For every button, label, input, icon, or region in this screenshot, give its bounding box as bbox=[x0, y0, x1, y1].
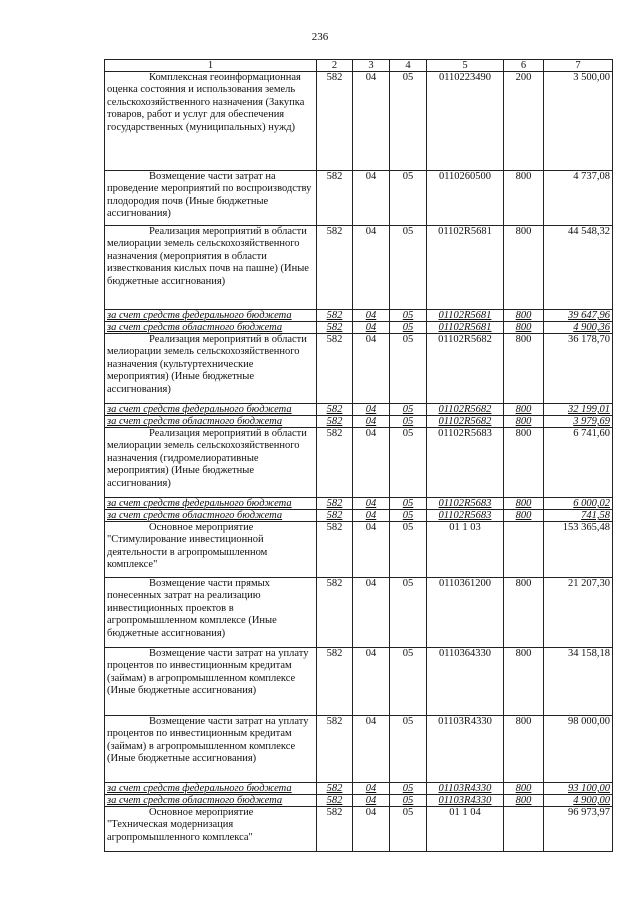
cell-section: 04 bbox=[353, 171, 390, 226]
cell-expense-type: 800 bbox=[504, 322, 544, 334]
cell-section: 04 bbox=[353, 498, 390, 510]
cell-expense-type: 800 bbox=[504, 783, 544, 795]
cell-amount: 6 000,02 bbox=[544, 498, 613, 510]
cell-ministry: 582 bbox=[317, 648, 353, 716]
cell-amount: 93 100,00 bbox=[544, 783, 613, 795]
column-header: 6 bbox=[504, 60, 544, 72]
cell-subsection: 05 bbox=[390, 648, 427, 716]
row-name: за счет средств федерального бюджета bbox=[105, 498, 317, 510]
cell-expense-type: 200 bbox=[504, 72, 544, 171]
cell-section: 04 bbox=[353, 522, 390, 578]
column-header: 3 bbox=[353, 60, 390, 72]
cell-ministry: 582 bbox=[317, 578, 353, 648]
cell-target-code: 01102R5683 bbox=[427, 510, 504, 522]
cell-expense-type: 800 bbox=[504, 416, 544, 428]
cell-expense-type: 800 bbox=[504, 498, 544, 510]
cell-amount: 3 979,69 bbox=[544, 416, 613, 428]
cell-ministry: 582 bbox=[317, 716, 353, 783]
cell-subsection: 05 bbox=[390, 226, 427, 310]
cell-subsection: 05 bbox=[390, 498, 427, 510]
table-row bbox=[105, 578, 613, 648]
cell-target-code: 01102R5683 bbox=[427, 498, 504, 510]
cell-expense-type: 800 bbox=[504, 795, 544, 807]
cell-ministry: 582 bbox=[317, 72, 353, 171]
cell-expense-type: 800 bbox=[504, 310, 544, 322]
cell-section: 04 bbox=[353, 334, 390, 404]
cell-amount: 4 900,36 bbox=[544, 322, 613, 334]
cell-amount: 39 647,96 bbox=[544, 310, 613, 322]
cell-target-code: 01103R4330 bbox=[427, 716, 504, 783]
cell-ministry: 582 bbox=[317, 807, 353, 852]
row-name: Возмещение части затрат на уплату процентов по инвестиционным кредитам (займам) в агропромышленном комплексе (Иные бюджетные ассигнования) bbox=[105, 648, 317, 716]
cell-section: 04 bbox=[353, 807, 390, 852]
column-header: 5 bbox=[427, 60, 504, 72]
cell-expense-type: 800 bbox=[504, 404, 544, 416]
cell-ministry: 582 bbox=[317, 334, 353, 404]
cell-subsection: 05 bbox=[390, 404, 427, 416]
cell-expense-type: 800 bbox=[504, 648, 544, 716]
column-header: 1 bbox=[105, 60, 317, 72]
cell-ministry: 582 bbox=[317, 404, 353, 416]
cell-expense-type bbox=[504, 807, 544, 852]
cell-section: 04 bbox=[353, 404, 390, 416]
cell-subsection: 05 bbox=[390, 72, 427, 171]
cell-subsection: 05 bbox=[390, 310, 427, 322]
column-header: 4 bbox=[390, 60, 427, 72]
cell-section: 04 bbox=[353, 72, 390, 171]
cell-amount: 6 741,60 bbox=[544, 428, 613, 498]
cell-ministry: 582 bbox=[317, 783, 353, 795]
cell-ministry: 582 bbox=[317, 416, 353, 428]
table-row bbox=[105, 226, 613, 310]
cell-subsection: 05 bbox=[390, 783, 427, 795]
table-row bbox=[105, 416, 613, 428]
table-row bbox=[105, 522, 613, 578]
cell-section: 04 bbox=[353, 510, 390, 522]
cell-section: 04 bbox=[353, 795, 390, 807]
cell-target-code: 01102R5681 bbox=[427, 310, 504, 322]
column-header: 7 bbox=[544, 60, 613, 72]
table-row bbox=[105, 648, 613, 716]
table-row bbox=[105, 72, 613, 171]
cell-ministry: 582 bbox=[317, 522, 353, 578]
cell-target-code: 0110364330 bbox=[427, 648, 504, 716]
cell-target-code: 01103R4330 bbox=[427, 783, 504, 795]
cell-target-code: 01102R5683 bbox=[427, 428, 504, 498]
cell-amount: 4 737,08 bbox=[544, 171, 613, 226]
cell-target-code: 01 1 03 bbox=[427, 522, 504, 578]
cell-target-code: 01102R5682 bbox=[427, 334, 504, 404]
cell-expense-type: 800 bbox=[504, 578, 544, 648]
cell-ministry: 582 bbox=[317, 171, 353, 226]
budget-table bbox=[104, 59, 613, 852]
row-name: за счет средств федерального бюджета bbox=[105, 310, 317, 322]
table-row bbox=[105, 310, 613, 322]
cell-section: 04 bbox=[353, 578, 390, 648]
table-row bbox=[105, 404, 613, 416]
cell-section: 04 bbox=[353, 428, 390, 498]
cell-section: 04 bbox=[353, 716, 390, 783]
cell-amount: 98 000,00 bbox=[544, 716, 613, 783]
cell-amount: 44 548,32 bbox=[544, 226, 613, 310]
cell-section: 04 bbox=[353, 226, 390, 310]
cell-amount: 153 365,48 bbox=[544, 522, 613, 578]
table-row bbox=[105, 510, 613, 522]
row-name: Возмещение части затрат на проведение мероприятий по воспроизводству плодородия почв (Иные бюджетные ассигнования) bbox=[105, 171, 317, 226]
cell-expense-type: 800 bbox=[504, 510, 544, 522]
row-name: Реализация мероприятий в области мелиорации земель сельскохозяйственного назначения (гидромелиоративные мероприятия) (Иные бюджетные ассигнования) bbox=[105, 428, 317, 498]
cell-target-code: 0110223490 bbox=[427, 72, 504, 171]
cell-expense-type: 800 bbox=[504, 226, 544, 310]
cell-subsection: 05 bbox=[390, 795, 427, 807]
cell-ministry: 582 bbox=[317, 428, 353, 498]
cell-target-code: 0110260500 bbox=[427, 171, 504, 226]
row-name: за счет средств областного бюджета bbox=[105, 416, 317, 428]
cell-target-code: 01102R5682 bbox=[427, 416, 504, 428]
column-header: 2 bbox=[317, 60, 353, 72]
cell-subsection: 05 bbox=[390, 578, 427, 648]
row-name: Комплексная геоинформационная оценка состояния и использования земель сельскохозяйственного назначения (Закупка товаров, работ и услуг для обеспечения государственных (муниципальных) нужд) bbox=[105, 72, 317, 171]
cell-expense-type bbox=[504, 522, 544, 578]
row-name: Возмещение части прямых понесенных затрат на реализацию инвестиционных проектов в агропромышленном комплексе (Иные бюджетные ассигнования) bbox=[105, 578, 317, 648]
cell-amount: 34 158,18 bbox=[544, 648, 613, 716]
cell-ministry: 582 bbox=[317, 510, 353, 522]
cell-subsection: 05 bbox=[390, 716, 427, 783]
cell-subsection: 05 bbox=[390, 322, 427, 334]
row-name: за счет средств областного бюджета bbox=[105, 322, 317, 334]
cell-expense-type: 800 bbox=[504, 428, 544, 498]
cell-ministry: 582 bbox=[317, 498, 353, 510]
page-number: 236 bbox=[311, 31, 329, 43]
cell-subsection: 05 bbox=[390, 428, 427, 498]
cell-subsection: 05 bbox=[390, 522, 427, 578]
cell-section: 04 bbox=[353, 416, 390, 428]
cell-amount: 4 900,00 bbox=[544, 795, 613, 807]
cell-ministry: 582 bbox=[317, 310, 353, 322]
cell-expense-type: 800 bbox=[504, 716, 544, 783]
row-name: Возмещение части затрат на уплату процентов по инвестиционным кредитам (займам) в агропромышленном комплексе (Иные бюджетные ассигнования) bbox=[105, 716, 317, 783]
cell-section: 04 bbox=[353, 322, 390, 334]
row-name: за счет средств федерального бюджета bbox=[105, 783, 317, 795]
cell-amount: 741,58 bbox=[544, 510, 613, 522]
table-row bbox=[105, 795, 613, 807]
row-name: Реализация мероприятий в области мелиорации земель сельскохозяйственного назначения (мероприятия в области известкования кислых почв на пашне) (Иные бюджетные ассигнования) bbox=[105, 226, 317, 310]
cell-amount: 32 199,01 bbox=[544, 404, 613, 416]
cell-subsection: 05 bbox=[390, 171, 427, 226]
table-row bbox=[105, 171, 613, 226]
cell-amount: 36 178,70 bbox=[544, 334, 613, 404]
table-row bbox=[105, 428, 613, 498]
table-row bbox=[105, 322, 613, 334]
row-name: Реализация мероприятий в области мелиорации земель сельскохозяйственного назначения (культуртехнические мероприятия) (Иные бюджетные ассигнования) bbox=[105, 334, 317, 404]
table-row bbox=[105, 498, 613, 510]
cell-expense-type: 800 bbox=[504, 171, 544, 226]
cell-amount: 21 207,30 bbox=[544, 578, 613, 648]
row-name: за счет средств областного бюджета bbox=[105, 510, 317, 522]
table-row bbox=[105, 807, 613, 852]
table-row bbox=[105, 334, 613, 404]
row-name: за счет средств областного бюджета bbox=[105, 795, 317, 807]
table-row bbox=[105, 716, 613, 783]
cell-target-code: 0110361200 bbox=[427, 578, 504, 648]
cell-amount: 3 500,00 bbox=[544, 72, 613, 171]
cell-expense-type: 800 bbox=[504, 334, 544, 404]
cell-target-code: 01 1 04 bbox=[427, 807, 504, 852]
cell-target-code: 01103R4330 bbox=[427, 795, 504, 807]
cell-subsection: 05 bbox=[390, 334, 427, 404]
cell-ministry: 582 bbox=[317, 226, 353, 310]
cell-subsection: 05 bbox=[390, 510, 427, 522]
cell-ministry: 582 bbox=[317, 795, 353, 807]
cell-subsection: 05 bbox=[390, 807, 427, 852]
table-header-row bbox=[105, 60, 613, 72]
cell-section: 04 bbox=[353, 648, 390, 716]
row-name: Основное мероприятие "Техническая модернизация агропромышленного комплекса" bbox=[105, 807, 317, 852]
cell-target-code: 01102R5681 bbox=[427, 226, 504, 310]
cell-section: 04 bbox=[353, 783, 390, 795]
row-name: Основное мероприятие "Стимулирование инвестиционной деятельности в агропромышленном комплексе" bbox=[105, 522, 317, 578]
cell-amount: 96 973,97 bbox=[544, 807, 613, 852]
table-row bbox=[105, 783, 613, 795]
cell-section: 04 bbox=[353, 310, 390, 322]
cell-target-code: 01102R5681 bbox=[427, 322, 504, 334]
cell-ministry: 582 bbox=[317, 322, 353, 334]
cell-subsection: 05 bbox=[390, 416, 427, 428]
cell-target-code: 01102R5682 bbox=[427, 404, 504, 416]
row-name: за счет средств федерального бюджета bbox=[105, 404, 317, 416]
